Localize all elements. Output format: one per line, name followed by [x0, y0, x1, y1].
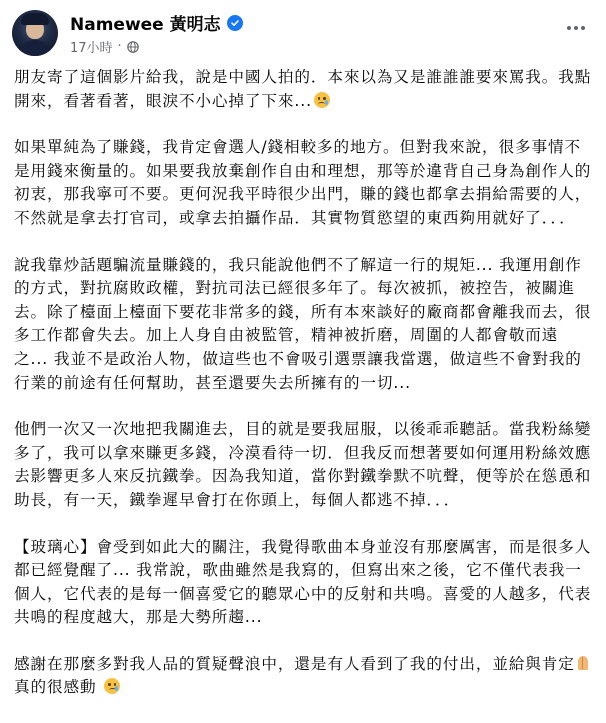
paragraph: 他們一次又一次地把我關進去，目的就是要我屈服，以後乖乖聽話。當我粉絲變多了，我可以拿來賺更多錢，冷漠看待一切．但我反而想著要如何運用粉絲效應去影響更多人來反抗鐵拳。因為我知道，當你對鐵拳默不吭聲，便等於在慫恿和助長，有一天，鐵拳遲早會打在你頭上，每個人都逃不掉．．． — [14, 420, 592, 509]
sad-tear-emoji — [314, 92, 330, 108]
author-row — [70, 10, 243, 35]
paragraph: 感謝在那麼多對我人品的質疑聲浪中，還是有人看到了我的付出，並給與肯定 真的很感動 — [14, 653, 592, 700]
post-body — [0, 66, 606, 700]
globe-icon — [127, 41, 139, 53]
post-meta — [70, 37, 139, 56]
paragraph: 【玻璃心】會受到如此大的關注，我覺得歌曲本身並沒有那麼厲害，而是很多人都已經覺醒了... 我常說，歌曲雖然是我寫的，但寫出來之後，它不僅代表我一個人，它代表的是每一個喜愛它的聽眾心中的反射和共鳴。喜愛的人越多，代表共鳴的程度越大，那是大勢所趨... — [14, 537, 592, 627]
avatar[interactable] — [12, 10, 58, 56]
author-name[interactable]: Namewee 黃明志 — [70, 15, 221, 35]
post-header — [0, 0, 606, 66]
sad-tear-emoji — [104, 678, 120, 694]
paragraph: 如果單純為了賺錢，我肯定會選人/錢相較多的地方。但對我來說，很多事情不是用錢來衡量的。如果要我放棄創作自由和理想，那等於違背自己身為創作人的初衷，那我寧可不要。更何況我平時很少出門，賺的錢也都拿去捐給需要的人，不然就是拿去打官司，或拿去拍攝作品．其實物質慾望的東西夠用就好了．．． — [14, 138, 592, 227]
paragraph: 朋友寄了這個影片給我，說是中國人拍的．本來以為又是誰誰誰要來罵我。我點開來，看著看著，眼淚不小心掉了下來... — [14, 68, 592, 110]
verified-badge-icon — [227, 15, 243, 31]
post-time[interactable]: 17小時 — [70, 41, 113, 56]
folded-hands-emoji — [575, 655, 591, 671]
paragraph: 說我靠炒話題騙流量賺錢的，我只能說他們不了解這一行的規矩... 我運用創作的方式，對抗腐敗政權，對抗司法已經很多年了。每次被抓，被控告，被關進去。除了檯面上檯面下要花非常多的錢，所有本來談好的廠商都會離我而去，很多工作都會失去。加上人身自由被監管，精神被折磨，周圍的人都會敬而遠之... 我並不是政治人物，做這些也不會吸引選票讓我當選，做這些不會對我的行業的前途有任何幫助，甚至還要失去所擁有的一切... — [14, 255, 592, 392]
more-options-icon[interactable] — [560, 16, 592, 40]
meta-separator: · — [117, 39, 122, 54]
